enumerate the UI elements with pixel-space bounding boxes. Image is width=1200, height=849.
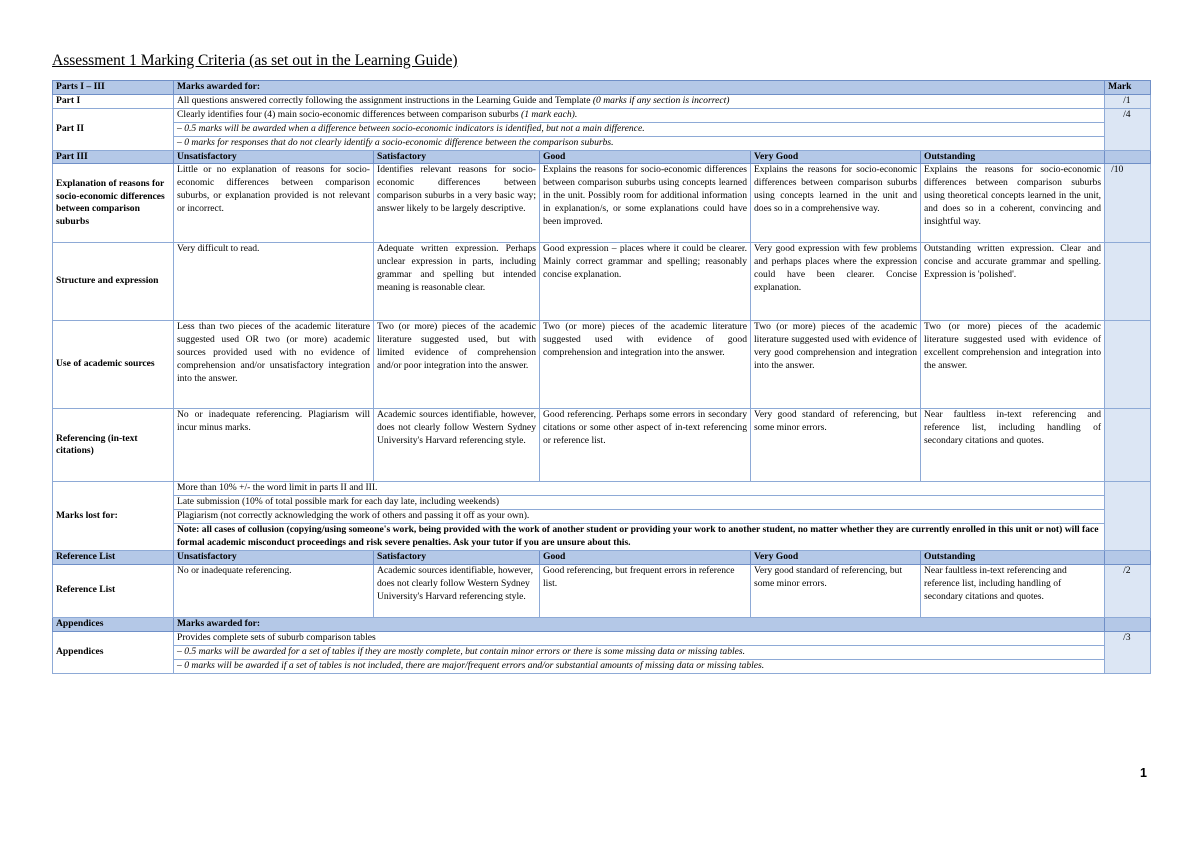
marks-lost-item: Plagiarism (not correctly acknowledging the work of others and passing it off as your own). xyxy=(174,510,1105,524)
marks-lost-item: More than 10% +/- the word limit in parts II and III. xyxy=(174,482,1105,496)
criterion-label: Use of academic sources xyxy=(53,321,174,409)
reference-cell-outstanding: Near faultless in-text referencing and reference list, including handling of secondary citations and quotes. xyxy=(921,564,1105,617)
criterion-cell-very-good: Two (or more) pieces of the academic literature suggested used with evidence of very good comprehension and integration into the answer. xyxy=(751,321,921,409)
marks-lost-item: Late submission (10% of total possible mark for each day late, including weekends) xyxy=(174,496,1105,510)
part2-line1-italic: (1 mark each). xyxy=(521,108,578,120)
criterion-cell-very-good: Very good expression with few problems and perhaps places where the expression could have been clearer. Concise explanation. xyxy=(751,243,921,321)
part2-line3: – 0 marks for responses that do not clearly identify a socio-economic difference between the comparison suburbs. xyxy=(174,136,1105,150)
appendices-line2: – 0.5 marks will be awarded for a set of tables if they are mostly complete, but contain minor errors or there is some missing data or missing tables. xyxy=(174,645,1105,659)
marks-lost-row-4 xyxy=(53,524,1151,551)
criterion-mark xyxy=(1105,243,1151,321)
criterion-cell-outstanding: Explains the reasons for socio-economic differences between comparison suburbs using theoretical concepts learned in the unit, and does so in a coherent, convincing and insightful way. xyxy=(921,164,1105,243)
reference-list-header-row xyxy=(53,550,1151,564)
criterion-cell-good: Two (or more) pieces of the academic literature suggested used with evidence of good comprehension and integration into the answer. xyxy=(540,321,751,409)
part2-row-3 xyxy=(53,136,1151,150)
criterion-cell-satisfactory: Adequate written expression. Perhaps unclear expression in parts, including grammar and spelling but intended meaning is reasonable clear. xyxy=(374,243,540,321)
part2-row-2 xyxy=(53,122,1151,136)
header-marks-for: Marks awarded for: xyxy=(174,81,1105,95)
criterion-row-explanation xyxy=(53,164,1151,243)
part2-line2: – 0.5 marks will be awarded when a difference between socio-economic indicators is identified, but not a main difference. xyxy=(174,122,1105,136)
level-good: Good xyxy=(540,550,751,564)
criterion-label: Explanation of reasons for socio-economic differences between comparison suburbs xyxy=(53,164,174,243)
reference-list-label: Reference List xyxy=(53,564,174,617)
level-unsatisfactory: Unsatisfactory xyxy=(174,550,374,564)
part2-mark: /4 xyxy=(1105,108,1151,150)
criterion-cell-unsatisfactory: Little or no explanation of reasons for socio-economic differences between comparison suburbs, or explanation provided is not relevant or incorrect. xyxy=(174,164,374,243)
criterion-cell-satisfactory: Two (or more) pieces of the academic literature suggested used, but with limited evidence of comprehension and/or poor integration into the answer. xyxy=(374,321,540,409)
criterion-cell-unsatisfactory: No or inadequate referencing. Plagiarism will incur minus marks. xyxy=(174,409,374,482)
criterion-label: Structure and expression xyxy=(53,243,174,321)
reference-list-row xyxy=(53,564,1151,617)
reference-cell-good: Good referencing, but frequent errors in reference list. xyxy=(540,564,751,617)
level-outstanding: Outstanding xyxy=(921,550,1105,564)
level-outstanding: Outstanding xyxy=(921,150,1105,164)
table-header-row xyxy=(53,81,1151,95)
criterion-row-academic-sources xyxy=(53,321,1151,409)
part2-line1-main: Clearly identifies four (4) main socio-economic differences between comparison suburbs xyxy=(177,108,522,120)
criterion-row-structure xyxy=(53,243,1151,321)
criterion-row-referencing xyxy=(53,409,1151,482)
marks-lost-row-3 xyxy=(53,510,1151,524)
appendices-header-mark-cell xyxy=(1105,617,1151,631)
reference-list-mark: /2 xyxy=(1105,564,1151,617)
criterion-cell-outstanding: Near faultless in-text referencing and reference list, including handling of secondary citations and quotes. xyxy=(921,409,1105,482)
marking-criteria-table xyxy=(52,80,1151,674)
reference-cell-unsatisfactory: No or inadequate referencing. xyxy=(174,564,374,617)
reference-cell-very-good: Very good standard of referencing, but some minor errors. xyxy=(751,564,921,617)
part3-header-mark-cell xyxy=(1105,150,1151,164)
level-very-good: Very Good xyxy=(751,150,921,164)
appendices-label: Appendices xyxy=(53,631,174,673)
criterion-cell-good: Explains the reasons for socio-economic differences between comparison suburbs using concepts learned in the unit. Possibly room for additional information in explanation/s, or some explanations could have been improved. xyxy=(540,164,751,243)
part2-label: Part II xyxy=(53,108,174,150)
part2-line1 xyxy=(174,108,1105,122)
page-number: 1 xyxy=(1140,766,1147,780)
criterion-cell-satisfactory: Academic sources identifiable, however, does not clearly follow Western Sydney University's Harvard referencing style. xyxy=(374,409,540,482)
criterion-cell-satisfactory: Identifies relevant reasons for socio-economic differences between comparison suburbs in a very basic way; answer likely to be largely descriptive. xyxy=(374,164,540,243)
marks-lost-row-2 xyxy=(53,496,1151,510)
appendices-line1: Provides complete sets of suburb comparison tables xyxy=(174,631,1105,645)
level-satisfactory: Satisfactory xyxy=(374,550,540,564)
criterion-mark: /10 xyxy=(1105,164,1151,243)
header-parts: Parts I – III xyxy=(53,81,174,95)
appendices-mark: /3 xyxy=(1105,631,1151,673)
criterion-label: Referencing (in-text citations) xyxy=(53,409,174,482)
criterion-cell-unsatisfactory: Less than two pieces of the academic literature suggested used OR two (or more) academic sources provided used with no evidence of comprehension and/or unsatisfactory integration into the answer. xyxy=(174,321,374,409)
level-good: Good xyxy=(540,150,751,164)
part1-text-italic: (0 marks if any section is incorrect) xyxy=(592,94,730,106)
part3-header-row xyxy=(53,150,1151,164)
reference-list-header: Reference List xyxy=(53,550,174,564)
marks-lost-note: Note: all cases of collusion (copying/using someone's work, being provided with the work of another student or providing your work to another student, no matter whether they are currently enrolled in this unit or not) will face formal academic misconduct proceedings and risk severe penalties. Ask your tutor if you are unsure about this. xyxy=(174,524,1105,551)
criterion-mark xyxy=(1105,409,1151,482)
part1-text-main: All questions answered correctly following the assignment instructions in the Learning Guide and Template xyxy=(177,94,593,106)
level-satisfactory: Satisfactory xyxy=(374,150,540,164)
criterion-cell-outstanding: Two (or more) pieces of the academic literature suggested used with evidence of excellent comprehension and integration into the answer. xyxy=(921,321,1105,409)
criterion-mark xyxy=(1105,321,1151,409)
part3-label: Part III xyxy=(53,150,174,164)
marks-lost-row-1 xyxy=(53,482,1151,496)
level-unsatisfactory: Unsatisfactory xyxy=(174,150,374,164)
appendices-line3: – 0 marks will be awarded if a set of tables is not included, there are major/frequent errors and/or substantial amounts of missing data or missing tables. xyxy=(174,659,1105,673)
part1-row xyxy=(53,94,1151,108)
reference-cell-satisfactory: Academic sources identifiable, however, does not clearly follow Western Sydney University's Harvard referencing style. xyxy=(374,564,540,617)
reference-list-header-mark-cell xyxy=(1105,550,1151,564)
criterion-cell-outstanding: Outstanding written expression. Clear and concise and accurate grammar and spelling. Expression is 'polished'. xyxy=(921,243,1105,321)
criterion-cell-very-good: Very good standard of referencing, but some minor errors. xyxy=(751,409,921,482)
appendices-row-1 xyxy=(53,631,1151,645)
appendices-marks-for: Marks awarded for: xyxy=(174,617,1105,631)
part2-row-1 xyxy=(53,108,1151,122)
marks-lost-mark-cell xyxy=(1105,482,1151,551)
appendices-row-3 xyxy=(53,659,1151,673)
header-mark: Mark xyxy=(1105,81,1151,95)
part1-mark: /1 xyxy=(1105,94,1151,108)
level-very-good: Very Good xyxy=(751,550,921,564)
part1-text xyxy=(174,94,1105,108)
page-title: Assessment 1 Marking Criteria (as set out in the Learning Guide) xyxy=(52,52,458,69)
criterion-cell-good: Good referencing. Perhaps some errors in secondary citations or some other aspect of in-text referencing or reference list. xyxy=(540,409,751,482)
appendices-row-2 xyxy=(53,645,1151,659)
criterion-cell-very-good: Explains the reasons for socio-economic differences between comparison suburbs using concepts learned in the unit and does so in a comprehensive way. xyxy=(751,164,921,243)
criterion-cell-unsatisfactory: Very difficult to read. xyxy=(174,243,374,321)
appendices-header-row xyxy=(53,617,1151,631)
marks-lost-label: Marks lost for: xyxy=(53,482,174,551)
part1-label: Part I xyxy=(53,94,174,108)
criterion-cell-good: Good expression – places where it could be clearer. Mainly correct grammar and spelling; reasonably concise explanation. xyxy=(540,243,751,321)
appendices-header: Appendices xyxy=(53,617,174,631)
